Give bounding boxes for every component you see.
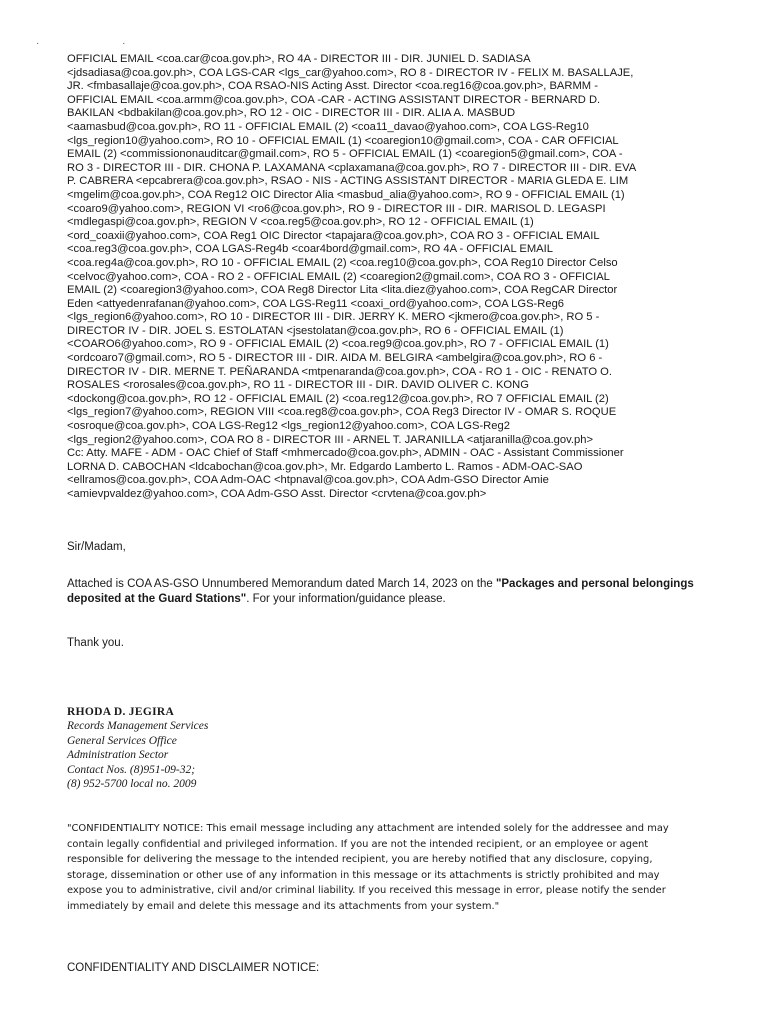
recipient-line: <lgs_region7@yahoo.com>, REGION VIII <coa.reg8@coa.gov.ph>, COA Reg3 Director IV - OMAR S. ROQUE (67, 406, 617, 419)
notice-line: contain legally confidential and privileged information. If you are not the intended recipient, or an employee or agent (67, 838, 649, 850)
recipient-line: JR. <fmbasallaje@coa.gov.ph>, COA RSAO-NIS Acting Asst. Director <coa.reg16@coa.gov.ph>, BARMM - (67, 80, 598, 93)
cc-line: LORNA D. CABOCHAN <ldcabochan@coa.gov.ph>, Mr. Edgardo Lamberto L. Ramos - ADM-OAC-SAO (67, 460, 583, 473)
recipient-line: <coaro9@yahoo.com>, REGION VI <ro6@coa.gov.ph>, RO 9 - DIRECTOR III - DIR. MARISOL D. LEGASPI (67, 202, 606, 215)
signature-line: Administration Sector (67, 749, 169, 762)
recipient-line: <mdlegaspi@coa.gov.ph>, REGION V <coa.reg5@coa.gov.ph>, RO 12 - OFFICIAL EMAIL (1) (67, 216, 534, 229)
recipient-line: <lgs_region10@yahoo.com>, RO 10 - OFFICIAL EMAIL (1) <coaregion10@gmail.com>, COA - CAR OFFICIAL (67, 134, 619, 147)
recipient-line: <mgelim@coa.gov.ph>, COA Reg12 OIC Director Alia <masbud_alia@yahoo.com>, RO 9 - OFFICIAL EMAIL (1) (67, 188, 625, 201)
recipient-line: <jdsadiasa@coa.gov.ph>, COA LGS-CAR <lgs_car@yahoo.com>, RO 8 - DIRECTOR IV - FELIX M. BASALLAJE, (67, 66, 634, 79)
recipient-line: <lgs_region2@yahoo.com>, COA RO 8 - DIRECTOR III - ARNEL T. JARANILLA <atjaranilla@coa.gov.ph> (67, 433, 593, 446)
recipient-line: RO 3 - DIRECTOR III - DIR. CHONA P. LAXAMANA <cplaxamana@coa.gov.ph>, RO 7 - DIRECTOR III - DIR. EVA (67, 161, 637, 174)
recipient-line: OFFICIAL EMAIL <coa.armm@coa.gov.ph>, COA -CAR - ACTING ASSISTANT DIRECTOR - BERNARD D. (67, 93, 601, 106)
notice-line: "CONFIDENTIALITY NOTICE: This email message including any attachment are intended solely for the addressee and may (67, 823, 669, 834)
recipient-line: P. CABRERA <epcabrera@coa.gov.ph>, RSAO - NIS - ACTING ASSISTANT DIRECTOR - MARIA GLEDA E. LIM (67, 175, 629, 188)
memo-subject: "Packages and personal belongings deposited at the Guard Stations" (67, 578, 694, 605)
recipient-line: <ord_coaxii@yahoo.com>, COA Reg1 OIC Director <tapajara@coa.gov.ph>, COA RO 3 - OFFICIAL EMAIL (67, 229, 600, 242)
recipient-line: <osroque@coa.gov.ph>, COA LGS-Reg12 <lgs_region12@yahoo.com>, COA LGS-Reg2 (67, 420, 510, 433)
scan-speck-marks: · · (36, 38, 166, 49)
recipient-line: EMAIL (2) <coaregion3@yahoo.com>, COA Reg8 Director Lita <lita.diez@yahoo.com>, COA RegCAR Director (67, 284, 618, 297)
body-paragraph (67, 577, 717, 607)
recipient-line: <ordcoaro7@gmail.com>, RO 5 - DIRECTOR III - DIR. AIDA M. BELGIRA <ambelgira@coa.gov.ph>, RO 6 - (67, 352, 603, 365)
recipient-line: <coa.reg4a@coa.gov.ph>, RO 10 - OFFICIAL EMAIL (2) <coa.reg10@coa.gov.ph>, COA Reg10 Director Celso (67, 256, 618, 269)
recipient-line: DIRECTOR IV - DIR. MERNE T. PEÑARANDA <mtpenaranda@coa.gov.ph>, COA - RO 1 - OIC - RENATO O. (67, 365, 612, 378)
recipient-line: <coa.reg3@coa.gov.ph>, COA LGAS-Reg4b <coar4bord@gmail.com>, RO 4A - OFFICIAL EMAIL (67, 243, 553, 256)
salutation: Sir/Madam, (67, 541, 126, 553)
signatory-name: RHODA D. JEGIRA (67, 706, 175, 718)
notice-line: immediately by email and delete this message and its attachments from your system." (67, 900, 500, 912)
cc-line: <ellramos@coa.gov.ph>, COA Adm-OAC <htpnaval@coa.gov.ph>, COA Adm-GSO Director Amie (67, 474, 549, 487)
recipient-list (67, 53, 717, 502)
recipient-line: <dockong@coa.gov.ph>, RO 12 - OFFICIAL EMAIL (2) <coa.reg12@coa.gov.ph>, RO 7 OFFICIAL EMAIL (2) (67, 392, 609, 405)
recipient-line: Eden <attyedenrafanan@yahoo.com>, COA LGS-Reg11 <coaxi_ord@yahoo.com>, COA LGS-Reg6 (67, 297, 565, 310)
recipient-line: <aamasbud@coa.gov.ph>, RO 11 - OFFICIAL EMAIL (2) <coa11_davao@yahoo.com>, COA LGS-Reg10 (67, 120, 589, 133)
confidentiality-notice (67, 821, 727, 915)
notice-line: expose you to administrative, civil and/or criminal liability. If you received this message in error, please notify the sender (67, 885, 666, 897)
notice-line: storage, dissemination or other use of any information in this message or its attachments is strictly prohibited and may (67, 869, 660, 881)
recipient-line: <celvoc@yahoo.com>, COA - RO 2 - OFFICIAL EMAIL (2) <coaregion2@gmail.com>, COA RO 3 - OFFICIAL (67, 270, 610, 283)
cc-line: Cc: Atty. MAFE - ADM - OAC Chief of Staff <mhmercado@coa.gov.ph>, ADMIN - OAC - Assistant Commissioner (67, 447, 624, 460)
recipient-line: ROSALES <rorosales@coa.gov.ph>, RO 11 - DIRECTOR III - DIR. DAVID OLIVER C. KONG (67, 379, 529, 392)
disclaimer-heading: CONFIDENTIALITY AND DISCLAIMER NOTICE: (67, 962, 320, 974)
notice-line: responsible for delivering the message to the intended recipient, you are hereby notified that any disclosure, copying, (67, 854, 653, 866)
signature-line: Records Management Services (67, 720, 209, 733)
cc-line: <amievpvaldez@yahoo.com>, COA Adm-GSO Asst. Director <crvtena@coa.gov.ph> (67, 488, 487, 500)
signature-line: Contact Nos. (8)951-09-32; (67, 763, 196, 776)
recipient-line: BAKILAN <bdbakilan@coa.gov.ph>, RO 12 - OIC - DIRECTOR III - DIR. ALIA A. MASBUD (67, 107, 516, 120)
recipient-line: EMAIL (2) <commissiononauditcar@gmail.com>, RO 5 - OFFICIAL EMAIL (1) <coaregion5@gmail.com>, COA - (67, 148, 623, 161)
recipient-line: <lgs_region6@yahoo.com>, RO 10 - DIRECTOR III - DIR. JERRY K. MERO <jkmero@coa.gov.ph>, RO 5 - (67, 311, 600, 324)
signature-line: General Services Office (67, 734, 177, 747)
signature-line: (8) 952-5700 local no. 2009 (67, 778, 197, 791)
body-suffix: . For your information/guidance please. (246, 593, 446, 605)
signature-block (67, 705, 467, 791)
recipient-line: DIRECTOR IV - DIR. JOEL S. ESTOLATAN <jsestolatan@coa.gov.ph>, RO 6 - OFFICIAL EMAIL (1) (67, 324, 564, 337)
closing: Thank you. (67, 637, 124, 649)
body-prefix: Attached is COA AS-GSO Unnumbered Memorandum dated March 14, 2023 on the (67, 578, 496, 590)
recipient-line: <COARO6@yahoo.com>, RO 9 - OFFICIAL EMAIL (2) <coa.reg9@coa.gov.ph>, RO 7 - OFFICIAL EMAIL (1) (67, 338, 609, 351)
recipient-line: OFFICIAL EMAIL <coa.car@coa.gov.ph>, RO 4A - DIRECTOR III - DIR. JUNIEL D. SADIASA (67, 53, 531, 65)
